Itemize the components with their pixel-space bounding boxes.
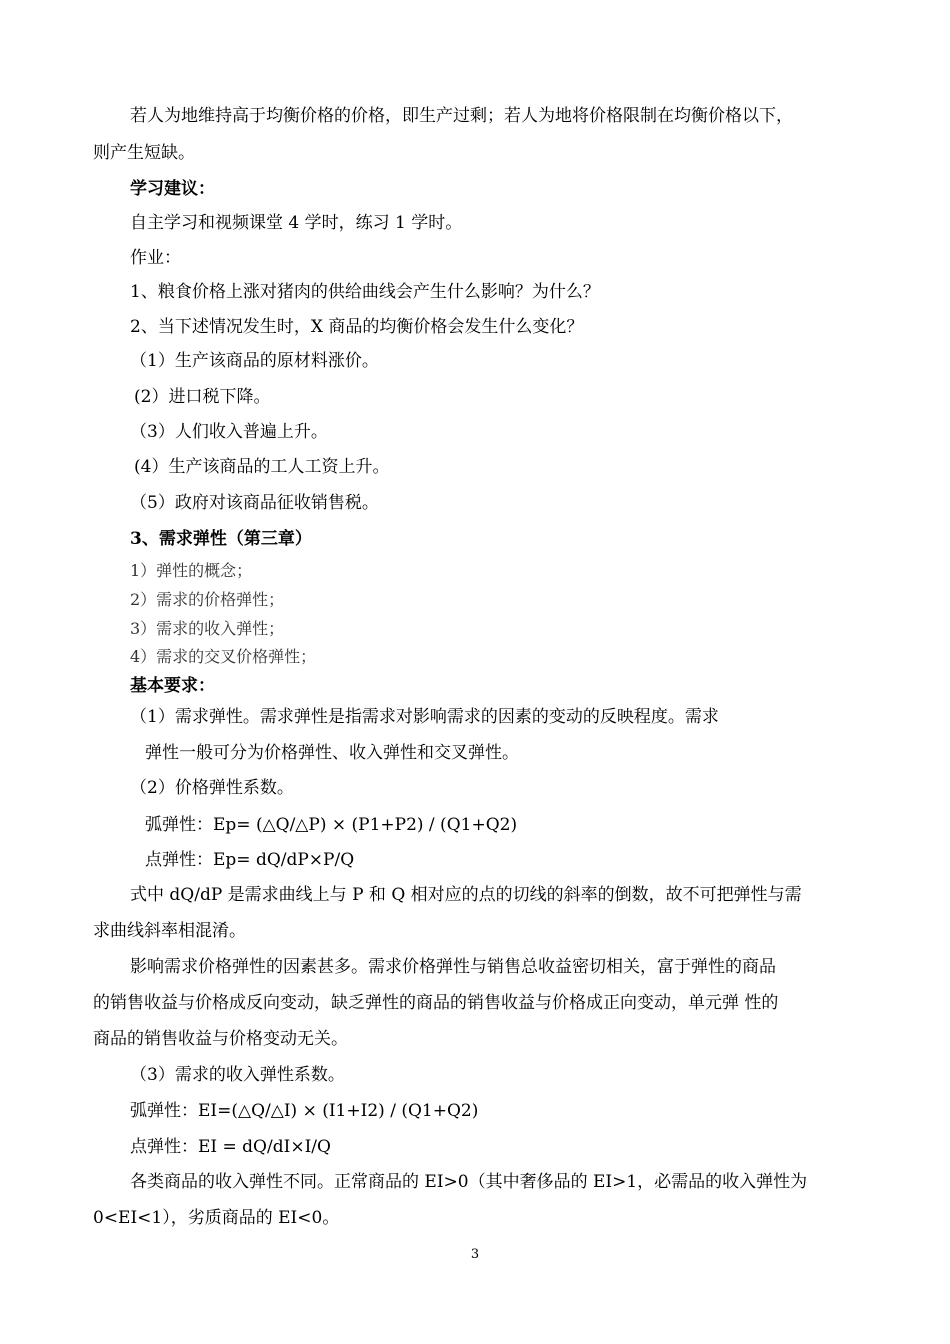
paragraph-line: 0<EI<1），劣质商品的 EI<0。: [93, 1208, 340, 1228]
list-item: 1、粮食价格上涨对猪肉的供给曲线会产生什么影响？为什么？: [130, 282, 600, 302]
paragraph-line: （3）需求的收入弹性系数。: [130, 1065, 345, 1085]
section-heading: 基本要求：: [130, 676, 215, 696]
formula-line: 点弹性：EI = dQ/dI×I/Q: [130, 1137, 331, 1157]
formula-line: 弧弹性：Ep= (△Q/△P) × (P1+P2) / (Q1+Q2): [145, 815, 518, 835]
section-heading: 3、需求弹性（第三章）: [130, 529, 312, 549]
list-item: 3）需求的收入弹性；: [130, 619, 285, 638]
paragraph-line: （2）价格弹性系数。: [130, 778, 294, 798]
paragraph-line: 求曲线斜率相混淆。: [93, 921, 246, 941]
formula-line: 弧弹性：EI=(△Q/△I) × (I1+I2) / (Q1+Q2): [130, 1101, 479, 1121]
paragraph-line: 的销售收益与价格成反向变动，缺乏弹性的商品的销售收益与价格成正向变动，单元弹 性的: [93, 993, 779, 1013]
list-item: 1）弹性的概念；: [130, 561, 253, 580]
paragraph-line: 各类商品的收入弹性不同。正常商品的 EI>0（其中奢侈品的 EI>1，必需品的收入弹性为: [130, 1172, 808, 1192]
paragraph-line: （1）需求弹性。需求弹性是指需求对影响需求的因素的变动的反映程度。需求: [130, 707, 719, 727]
list-item: (4）生产该商品的工人工资上升。: [134, 457, 390, 477]
paragraph-line: 式中 dQ/dP 是需求曲线上与 P 和 Q 相对应的点的切线的斜率的倒数，故不可把弹性与需: [130, 885, 802, 905]
formula-line: 点弹性：Ep= dQ/dP×P/Q: [145, 850, 355, 870]
paragraph-line: 影响需求价格弹性的因素甚多。需求价格弹性与销售总收益密切相关，富于弹性的商品: [130, 957, 776, 977]
page-number: 3: [470, 1247, 480, 1262]
section-heading: 学习建议：: [130, 179, 215, 199]
paragraph-line: 自主学习和视频课堂 4 学时，练习 1 学时。: [130, 213, 463, 233]
list-item: (2）进口税下降。: [134, 387, 271, 407]
paragraph-line: 弹性一般可分为价格弹性、收入弹性和交叉弹性。: [145, 743, 519, 763]
list-item: 2、当下述情况发生时，X 商品的均衡价格会发生什么变化？: [130, 317, 584, 337]
list-item: （3）人们收入普遍上升。: [130, 422, 328, 442]
paragraph-line: 则产生短缺。: [93, 143, 195, 163]
list-item: 4）需求的交叉价格弹性；: [130, 647, 317, 666]
paragraph-line: 作业：: [130, 248, 181, 268]
paragraph-line: 商品的销售收益与价格变动无关。: [93, 1029, 348, 1049]
paragraph-line: 若人为地维持高于均衡价格的价格，即生产过剩；若人为地将价格限制在均衡价格以下，: [130, 106, 793, 126]
list-item: 2）需求的价格弹性；: [130, 590, 285, 609]
list-item: （5）政府对该商品征收销售税。: [130, 493, 379, 513]
list-item: （1）生产该商品的原材料涨价。: [130, 351, 379, 371]
